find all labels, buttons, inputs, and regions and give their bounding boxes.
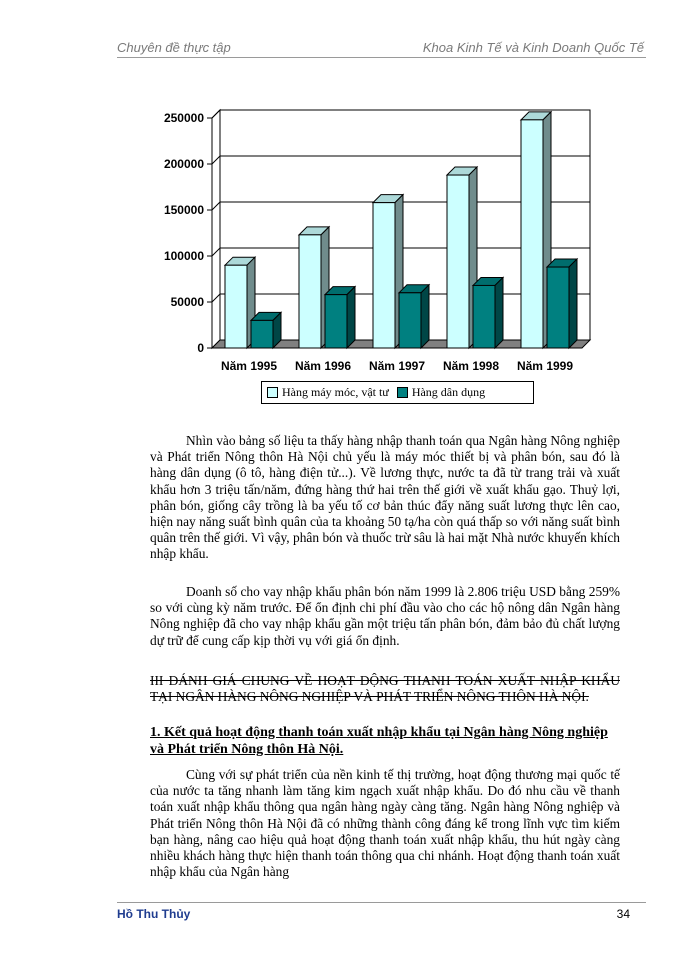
x-category-label: Năm 1997 [368, 359, 426, 373]
footer-rule [117, 902, 646, 903]
plot-side-wall [212, 110, 220, 348]
bar-side [421, 285, 429, 348]
x-category-label: Năm 1999 [516, 359, 574, 373]
legend-label-consumer: Hàng dân dụng [411, 385, 486, 399]
bar-side [347, 287, 355, 348]
x-category-label: Năm 1996 [294, 359, 352, 373]
bar [547, 267, 569, 348]
bar [325, 295, 347, 348]
bar [399, 293, 421, 348]
paragraph-2 [150, 584, 620, 649]
bar [251, 320, 273, 348]
bar [225, 265, 247, 348]
paragraph-1 [150, 433, 620, 563]
y-tick-label: 100000 [163, 249, 204, 263]
bar [521, 120, 543, 348]
paragraph-2-text: Doanh số cho vay nhập khẩu phân bón năm 1999 là 2.806 triệu USD bằng 259% so với cùng kỳ năm trước. Để ổn định chi phí đầu vào cho các hộ nông dân Ngân hàng Nông nghiệp đã cho vay nhập khẩu gần một triệu tấn phân bón, đảm bảo đủ chất lượng dự trữ để cung cấp kịp thời vụ với giá ổn định. [150, 584, 620, 648]
paragraph-1-text: Nhìn vào bảng số liệu ta thấy hàng nhập thanh toán qua Ngân hàng Nông nghiệp và Phát triển Nông thôn Hà Nội chủ yếu là máy móc thiết bị và phân bón, sau đó là hàng dân dụng (ô tô, hàng điện tử...). Về lương thực, nước ta đã từ trang trải và xuất khẩu hơn 3 triệu tấn/năm, đứng hàng thứ hai trên thế giới về xuất khẩu gạo. Thuỷ lợi, phân bón, giống cây trồng là ba yếu tố cơ bản thúc đẩy năng suất lương thực lên cao, hiện nay năng suất bình quân của ta khoảng 50 tạ/ha còn quá thấp so với năng suất bình quân trên thế giới. Vì vậy, phân bón và thuốc trừ sâu là hai mặt Nhà nước khuyến khích nhập khẩu. [150, 433, 620, 562]
paragraph-3-text: Cùng với sự phát triển của nền kinh tế thị trường, hoạt động thương mại quốc tế của nước ta tăng nhanh làm tăng kim ngạch xuất nhập khẩu. Do đó nhu cầu về thanh toán xuất nhập khẩu thông qua ngân hàng ngày càng tăng. Ngân hàng Nông nghiệp và Phát triển Nông thôn Hà Nội đã có những thành công đáng kể trong lĩnh vực tìm kiếm bạn hàng, nâng cao hiệu quả hoạt động thanh toán xuất nhập khẩu, thu hút ngày càng nhiều khách hàng thực hiện thanh toán thông qua chi nhánh. Hoạt động thanh toán xuất nhập khẩu của Ngân hàng [150, 767, 620, 880]
legend-item-consumer [397, 385, 485, 400]
y-tick-label: 250000 [163, 111, 204, 125]
chart-legend [261, 381, 534, 404]
header-right-title: Khoa Kinh Tế và Kinh Doanh Quốc Tế [422, 40, 644, 55]
legend-item-machinery [267, 385, 389, 400]
legend-swatch-consumer [397, 387, 408, 398]
x-category-label: Năm 1998 [442, 359, 500, 373]
bar-chart [140, 100, 610, 380]
y-tick-label: 0 [197, 341, 204, 355]
x-category-label: Năm 1995 [220, 359, 278, 373]
legend-label-machinery: Hàng máy móc, vật tư [282, 385, 389, 399]
y-tick-label: 200000 [163, 157, 204, 171]
section-heading-iii: III ĐÁNH GIÁ CHUNG VỀ HOẠT ĐỘNG THANH TOÁN XUẤT NHẬP KHẨU TẠI NGÂN HÀNG NÔNG NGHIỆP VÀ PHÁT TRIỂN NÔNG THÔN HÀ NỘI. [150, 673, 620, 705]
bar [473, 285, 495, 348]
bar-side [569, 259, 577, 348]
page-number: 34 [616, 907, 630, 921]
header-rule [117, 57, 646, 58]
bar [447, 175, 469, 348]
paragraph-3 [150, 767, 620, 880]
bar-side [495, 277, 503, 348]
legend-swatch-machinery [267, 387, 278, 398]
header-left-title: Chuyên đề thực tập [117, 40, 231, 55]
bar [299, 235, 321, 348]
footer-author: Hồ Thu Thủy [117, 907, 191, 921]
y-tick-label: 50000 [170, 295, 204, 309]
bar [373, 203, 395, 348]
subsection-heading-1: 1. Kết quả hoạt động thanh toán xuất nhập khẩu tại Ngân hàng Nông nghiệp và Phát triển Nông thôn Hà Nội. [150, 725, 608, 757]
y-tick-label: 150000 [163, 203, 204, 217]
